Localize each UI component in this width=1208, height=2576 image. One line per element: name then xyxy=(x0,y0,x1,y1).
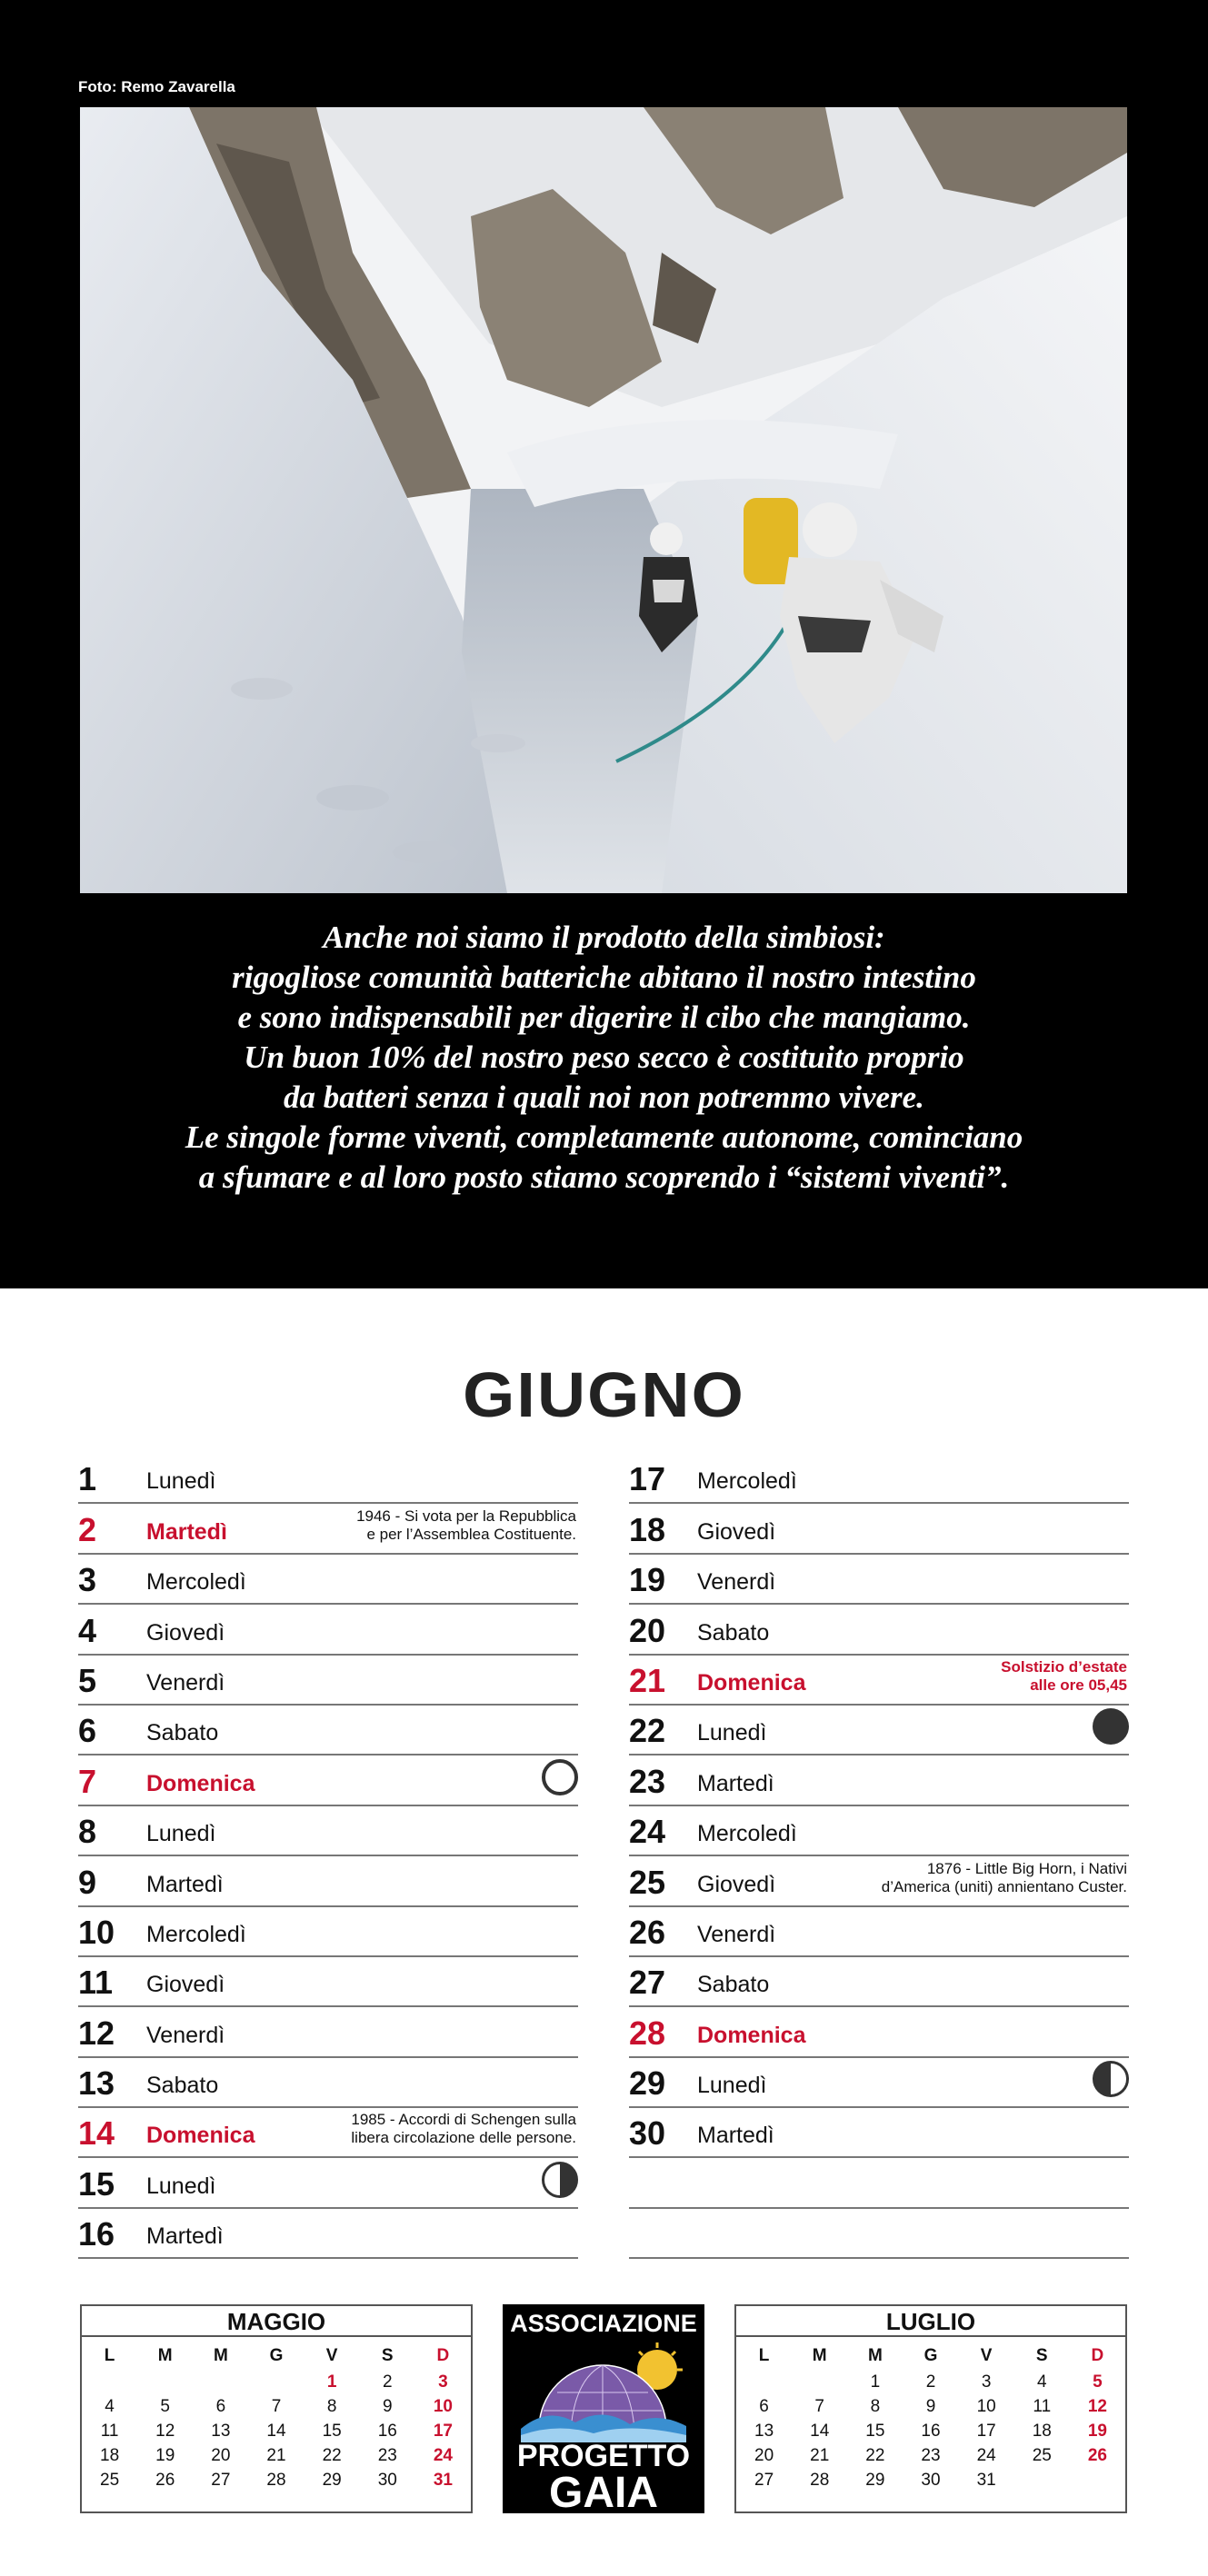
day-row xyxy=(78,1504,578,1554)
mini-day: 22 xyxy=(865,2445,885,2465)
days-column-left xyxy=(78,1454,578,2259)
day-row xyxy=(629,2209,1129,2259)
mini-day: 3 xyxy=(438,2372,448,2392)
day-name: Venerdì xyxy=(146,1669,225,1696)
day-number: 26 xyxy=(629,1913,666,1951)
mini-day: 13 xyxy=(211,2421,231,2441)
mini-day: 18 xyxy=(1032,2421,1052,2441)
mini-day: 5 xyxy=(1093,2372,1103,2392)
week-row xyxy=(82,2370,471,2394)
week-row xyxy=(736,2443,1125,2468)
day-number: 16 xyxy=(78,2215,115,2253)
day-row xyxy=(629,1907,1129,1957)
logo-line-1: ASSOCIAZIONE xyxy=(510,2310,697,2337)
quote-line: Anche noi siamo il prodotto della simbiosi: xyxy=(323,920,885,955)
mini-day: 10 xyxy=(976,2396,996,2416)
day-number: 3 xyxy=(78,1561,97,1599)
weekday-header: D xyxy=(1091,2346,1104,2365)
day-name: Venerdì xyxy=(697,1569,776,1596)
day-name: Martedì xyxy=(146,1518,227,1545)
photo-credit: Foto: Remo Zavarella xyxy=(78,78,235,95)
day-number: 20 xyxy=(629,1611,666,1649)
day-note-line: e per l’Assemblea Costituente. xyxy=(366,1525,576,1543)
mini-calendar-grid xyxy=(736,2342,1125,2492)
mini-day: 20 xyxy=(211,2445,231,2465)
day-row xyxy=(629,1504,1129,1554)
mini-day: 4 xyxy=(105,2396,115,2416)
day-number: 5 xyxy=(78,1661,97,1699)
day-number: 13 xyxy=(78,2064,115,2103)
day-number: 11 xyxy=(78,1964,114,2002)
logo-progetto-gaia xyxy=(503,2304,704,2517)
day-name: Giovedì xyxy=(146,1972,225,1998)
day-row xyxy=(78,2058,578,2108)
day-row xyxy=(78,1755,578,1805)
mini-day: 11 xyxy=(1033,2396,1052,2416)
quote-line: a sfumare e al loro posto stiamo scoprendo i “sistemi viventi”. xyxy=(198,1159,1010,1195)
mini-day: 2 xyxy=(925,2372,936,2392)
day-number: 1 xyxy=(78,1460,97,1498)
mini-day xyxy=(736,2370,792,2394)
mini-day: 31 xyxy=(976,2470,996,2490)
weekday-header: L xyxy=(758,2346,770,2365)
day-name: Martedì xyxy=(697,2123,774,2149)
day-row xyxy=(629,2058,1129,2108)
day-row xyxy=(78,1856,578,1906)
week-row xyxy=(736,2468,1125,2492)
globe-icon xyxy=(521,2342,686,2442)
mini-day: 15 xyxy=(322,2421,342,2441)
day-row xyxy=(78,2158,578,2208)
day-name: Venerdì xyxy=(146,2022,225,2048)
day-note xyxy=(351,2111,576,2147)
day-note-line: 1946 - Si vota per la Repubblica xyxy=(356,1507,576,1525)
mini-day: 20 xyxy=(754,2445,774,2465)
day-name: Lunedì xyxy=(146,1468,216,1495)
day-number: 30 xyxy=(629,2114,666,2153)
mini-day: 15 xyxy=(865,2421,885,2441)
mini-day: 12 xyxy=(155,2421,175,2441)
quote-line: da batteri senza i quali noi non potremmo vivere. xyxy=(284,1079,924,1115)
day-number: 22 xyxy=(629,1712,666,1750)
day-note-line: libera circolazione delle persone. xyxy=(351,2129,576,2147)
day-number: 24 xyxy=(629,1813,666,1851)
mini-day: 2 xyxy=(382,2372,393,2392)
day-number: 25 xyxy=(629,1863,666,1901)
day-name: Martedì xyxy=(146,2223,224,2250)
day-number: 12 xyxy=(78,2014,115,2052)
day-name: Giovedì xyxy=(146,1619,225,1646)
day-number: 27 xyxy=(629,1964,666,2002)
weekday-header: G xyxy=(269,2346,284,2365)
mini-day: 13 xyxy=(754,2421,774,2441)
day-name: Giovedì xyxy=(697,1871,776,1897)
first-quarter-moon-icon xyxy=(542,2162,578,2198)
day-number: 10 xyxy=(78,1913,115,1951)
mini-day: 6 xyxy=(759,2396,769,2416)
mini-day xyxy=(137,2370,193,2394)
day-row xyxy=(629,2007,1129,2057)
day-row xyxy=(78,1605,578,1655)
quote-line: e sono indispensabili per digerire il cibo che mangiamo. xyxy=(237,1000,971,1035)
quote-line: rigogliose comunità batteriche abitano il nostro intestino xyxy=(232,960,976,995)
day-name: Mercoledì xyxy=(697,1821,797,1847)
day-number: 8 xyxy=(78,1813,97,1851)
day-name: Mercoledì xyxy=(146,1921,246,1947)
day-name: Domenica xyxy=(697,1669,806,1696)
logo-line-3: GAIA xyxy=(549,2469,658,2517)
day-number: 6 xyxy=(78,1712,97,1750)
day-number: 29 xyxy=(629,2064,666,2103)
day-note-line: 1876 - Little Big Horn, i Nativi xyxy=(926,1859,1127,1877)
day-number: 19 xyxy=(629,1561,666,1599)
day-row xyxy=(78,1454,578,1504)
day-number: 14 xyxy=(78,2114,115,2153)
day-row xyxy=(629,1957,1129,2007)
day-number: 23 xyxy=(629,1762,666,1800)
day-name: Venerdì xyxy=(697,1921,776,1947)
mini-day: 24 xyxy=(433,2445,453,2465)
day-note-line: 1985 - Accordi di Schengen sulla xyxy=(351,2111,576,2129)
weekday-header: M xyxy=(213,2346,228,2365)
mini-day: 14 xyxy=(266,2421,286,2441)
mini-day: 28 xyxy=(810,2470,830,2490)
day-name: Martedì xyxy=(697,1770,774,1796)
mini-day: 3 xyxy=(981,2372,992,2392)
day-note-line: d’America (uniti) annientano Custer. xyxy=(881,1877,1127,1895)
day-row xyxy=(78,1806,578,1856)
mini-calendar-title: MAGGIO xyxy=(82,2306,471,2337)
day-row xyxy=(78,2209,578,2259)
mini-calendar-title: LUGLIO xyxy=(736,2306,1125,2337)
mini-day: 12 xyxy=(1087,2396,1107,2416)
day-row xyxy=(629,1806,1129,1856)
mini-day: 29 xyxy=(322,2470,342,2490)
weekday-header: G xyxy=(923,2346,938,2365)
mini-day: 30 xyxy=(377,2470,397,2490)
day-number: 9 xyxy=(78,1863,97,1901)
day-name: Sabato xyxy=(146,2073,219,2099)
day-note xyxy=(356,1507,576,1544)
day-name: Sabato xyxy=(697,1619,770,1646)
month-title: GIUGNO xyxy=(463,1359,745,1430)
day-number: 28 xyxy=(629,2014,666,2052)
mini-day: 11 xyxy=(100,2421,119,2441)
mini-day: 27 xyxy=(211,2470,231,2490)
quote-line: Un buon 10% del nostro peso secco è costituito proprio xyxy=(244,1039,964,1075)
day-note xyxy=(882,1860,1127,1896)
mini-day: 25 xyxy=(1032,2445,1052,2465)
day-row xyxy=(629,2158,1129,2208)
week-row xyxy=(736,2370,1125,2394)
mini-calendar-grid xyxy=(82,2342,471,2492)
mini-day: 4 xyxy=(1036,2372,1047,2392)
mini-day: 29 xyxy=(865,2470,885,2490)
weekday-header: D xyxy=(436,2346,450,2365)
weekday-header: M xyxy=(157,2346,173,2365)
mini-day: 5 xyxy=(160,2396,170,2416)
day-name: Lunedì xyxy=(697,1720,767,1746)
mini-day: 23 xyxy=(921,2445,941,2465)
day-note-line: Solstizio d’estate xyxy=(1001,1657,1127,1676)
day-name: Giovedì xyxy=(697,1518,776,1545)
day-number: 17 xyxy=(629,1460,666,1498)
photo-illustration xyxy=(80,107,1127,893)
mini-day: 19 xyxy=(155,2445,175,2465)
last-quarter-moon-icon xyxy=(1093,2061,1129,2097)
mini-calendar-july xyxy=(734,2304,1127,2513)
mini-day: 21 xyxy=(810,2445,830,2465)
new-moon-icon xyxy=(1093,1708,1129,1745)
day-name: Lunedì xyxy=(146,1821,216,1847)
day-row xyxy=(629,2108,1129,2158)
day-name: Domenica xyxy=(146,1770,255,1796)
mini-day xyxy=(193,2370,248,2394)
day-note-line: alle ore 05,45 xyxy=(1030,1676,1127,1694)
day-row xyxy=(629,1605,1129,1655)
day-number: 21 xyxy=(629,1661,666,1699)
day-row xyxy=(78,1656,578,1706)
day-row xyxy=(629,1454,1129,1504)
mini-day: 23 xyxy=(377,2445,397,2465)
mini-day: 6 xyxy=(215,2396,226,2416)
mini-day: 31 xyxy=(433,2470,453,2490)
mini-day: 17 xyxy=(976,2421,996,2441)
day-row xyxy=(78,1907,578,1957)
mini-day xyxy=(248,2370,304,2394)
mini-day: 7 xyxy=(271,2396,282,2416)
mini-day: 16 xyxy=(377,2421,397,2441)
mini-day xyxy=(792,2370,847,2394)
week-row xyxy=(82,2394,471,2419)
mini-day: 18 xyxy=(100,2445,120,2465)
quote-line: Le singole forme viventi, completamente autonome, cominciano xyxy=(185,1119,1023,1155)
mini-day: 26 xyxy=(155,2470,175,2490)
day-number: 7 xyxy=(78,1762,97,1800)
photo-climbers xyxy=(80,107,1127,893)
mini-calendar-may xyxy=(80,2304,473,2513)
week-row xyxy=(82,2468,471,2492)
logo-line-2: PROGETTO xyxy=(516,2439,691,2473)
mini-day: 19 xyxy=(1087,2421,1107,2441)
day-row xyxy=(78,1706,578,1755)
weekday-header: V xyxy=(325,2346,338,2365)
mini-day: 9 xyxy=(382,2396,393,2416)
mini-day: 24 xyxy=(976,2445,996,2465)
day-row xyxy=(629,1555,1129,1605)
weekday-header: M xyxy=(867,2346,883,2365)
day-row xyxy=(78,1555,578,1605)
day-number: 2 xyxy=(78,1510,97,1548)
mini-day xyxy=(82,2370,137,2394)
week-row xyxy=(736,2419,1125,2443)
day-name: Mercoledì xyxy=(146,1569,246,1596)
mini-day: 28 xyxy=(266,2470,286,2490)
day-number: 15 xyxy=(78,2164,115,2203)
day-name: Lunedì xyxy=(146,2173,216,2199)
quote-text xyxy=(55,918,1153,1198)
days-column-right xyxy=(629,1454,1129,2259)
weekday-header: M xyxy=(812,2346,827,2365)
day-row xyxy=(78,2108,578,2158)
day-name: Sabato xyxy=(146,1720,219,1746)
day-name: Domenica xyxy=(697,2022,806,2048)
weekday-header: L xyxy=(104,2346,115,2365)
mini-day: 1 xyxy=(870,2372,881,2392)
mini-day: 7 xyxy=(814,2396,824,2416)
mini-day: 26 xyxy=(1087,2445,1107,2465)
weekday-header: S xyxy=(381,2346,394,2365)
day-name: Martedì xyxy=(146,1871,224,1897)
day-row xyxy=(629,1656,1129,1706)
mini-day: 8 xyxy=(326,2396,337,2416)
mini-day: 8 xyxy=(870,2396,881,2416)
mini-day: 1 xyxy=(326,2372,337,2392)
day-name: Domenica xyxy=(146,2123,255,2149)
week-row xyxy=(736,2394,1125,2419)
weekday-header: S xyxy=(1035,2346,1048,2365)
day-name: Lunedì xyxy=(697,2073,767,2099)
mini-day: 25 xyxy=(100,2470,120,2490)
mini-day: 21 xyxy=(266,2445,286,2465)
day-row xyxy=(629,1755,1129,1805)
day-row xyxy=(78,1957,578,2007)
day-name: Mercoledì xyxy=(697,1468,797,1495)
week-row xyxy=(82,2419,471,2443)
mini-day: 9 xyxy=(925,2396,936,2416)
day-row xyxy=(629,1856,1129,1906)
mini-day: 10 xyxy=(433,2396,453,2416)
mini-day: 16 xyxy=(921,2421,941,2441)
mini-day: 22 xyxy=(322,2445,342,2465)
mini-day xyxy=(1014,2468,1070,2492)
weekday-header: V xyxy=(980,2346,993,2365)
day-row xyxy=(629,1706,1129,1755)
mini-day: 14 xyxy=(810,2421,830,2441)
week-row xyxy=(82,2443,471,2468)
mini-day: 27 xyxy=(754,2470,774,2490)
day-note xyxy=(1001,1658,1127,1695)
mini-day: 17 xyxy=(433,2421,453,2441)
day-number: 18 xyxy=(629,1510,666,1548)
mini-day xyxy=(1070,2468,1125,2492)
day-name: Sabato xyxy=(697,1972,770,1998)
full-moon-icon xyxy=(542,1759,578,1795)
mini-day: 30 xyxy=(921,2470,941,2490)
day-number: 4 xyxy=(78,1611,97,1649)
day-row xyxy=(78,2007,578,2057)
